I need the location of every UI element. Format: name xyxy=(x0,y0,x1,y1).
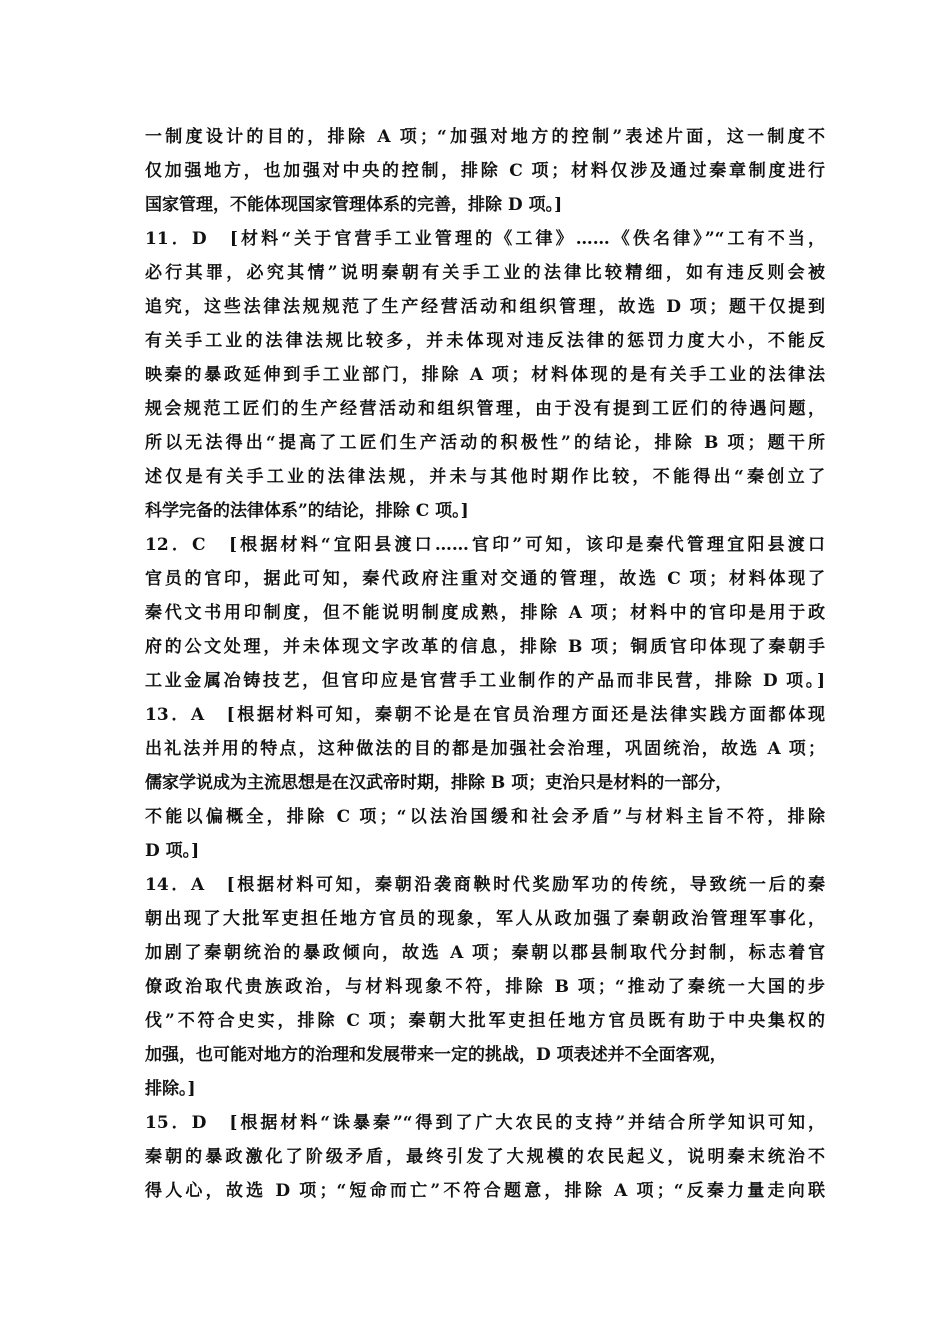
text-line: 述仅是有关手工业的法律法规，并未与其他时期作比较，不能得出“秦创立了 xyxy=(145,467,825,487)
answer-15-heading: 15．D [根据材料“诛暴秦”“得到了广大农民的支持”并结合所学知识可知， xyxy=(145,1113,825,1133)
text-line: 一制度设计的目的，排除 A 项；“加强对地方的控制”表述片面，这一制度不 xyxy=(145,127,825,147)
text-line: 秦代文书用印制度，但不能说明制度成熟，排除 A 项；材料中的官印是用于政 xyxy=(145,603,825,623)
text-line: 秦朝的暴政激化了阶级矛盾，最终引发了大规模的农民起义，说明秦末统治不 xyxy=(145,1147,825,1167)
answer-explanations xyxy=(145,120,825,1208)
text-line: 有关手工业的法律法规比较多，并未体现对违反法律的惩罚力度大小，不能反 xyxy=(145,331,825,351)
text-line: 科学完备的法律体系”的结论，排除 C 项。] xyxy=(145,501,469,521)
text-line: 加强，也可能对地方的治理和发展带来一定的挑战，D 项表述并不全面客观， xyxy=(145,1045,727,1065)
text-line: 仅加强地方，也加强对中央的控制，排除 C 项；材料仅涉及通过秦章制度进行 xyxy=(145,161,825,181)
text-line: 得人心，故选 D 项；“短命而亡”不符合题意，排除 A 项；“反秦力量走向联 xyxy=(145,1181,825,1201)
answer-14-heading: 14．A [根据材料可知，秦朝沿袭商鞅时代奖励军功的传统，导致统一后的秦 xyxy=(145,875,825,895)
answer-12-heading: 12．C [根据材料“宜阳县渡口……官印”可知，该印是秦代管理宜阳县渡口 xyxy=(145,535,825,555)
text-line: 必行其罪，必究其情”说明秦朝有关手工业的法律比较精细，如有违反则会被 xyxy=(145,263,825,283)
text-line: 伐”不符合史实，排除 C 项；秦朝大批军吏担任地方官员既有助于中央集权的 xyxy=(145,1011,825,1031)
text-line: 映秦的暴政延伸到手工业部门，排除 A 项；材料体现的是有关手工业的法律法 xyxy=(145,365,825,385)
text-line: 规会规范工匠们的生产经营活动和组织管理，由于没有提到工匠们的待遇问题， xyxy=(145,399,825,419)
answer-11-heading: 11．D [材料“关于官营手工业管理的《工律》……《佚名律》”“工有不当， xyxy=(145,229,825,249)
text-line: 府的公文处理，并未体现文字改革的信息，排除 B 项；铜质官印体现了秦朝手 xyxy=(145,637,825,657)
text-line: 追究，这些法律法规规范了生产经营活动和组织管理，故选 D 项；题干仅提到 xyxy=(145,297,825,317)
text-line: 所以无法得出“提高了工匠们生产活动的积极性”的结论，排除 B 项；题干所 xyxy=(145,433,825,453)
text-line: 工业金属冶铸技艺，但官印应是官营手工业制作的产品而非民营，排除 D 项。] xyxy=(145,671,825,691)
answer-13-heading: 13．A [根据材料可知，秦朝不论是在官员治理方面还是法律实践方面都体现 xyxy=(145,705,825,725)
text-line: 官员的官印，据此可知，秦代政府注重对交通的管理，故选 C 项；材料体现了 xyxy=(145,569,825,589)
text-line: 朝出现了大批军吏担任地方官员的现象，军人从政加强了秦朝政治管理军事化， xyxy=(145,909,825,929)
text-line: 僚政治取代贵族政治，与材料现象不符，排除 B 项；“推动了秦统一大国的步 xyxy=(145,977,825,997)
text-line: 加剧了秦朝统治的暴政倾向，故选 A 项；秦朝以郡县制取代分封制，标志着官 xyxy=(145,943,825,963)
text-line: 不能以偏概全，排除 C 项；“以法治国缓和社会矛盾”与材料主旨不符，排除 xyxy=(145,807,825,827)
text-line: 出礼法并用的特点，这种做法的目的都是加强社会治理，巩固统治，故选 A 项； xyxy=(145,739,825,759)
text-line: 儒家学说成为主流思想是在汉武帝时期，排除 B 项；吏治只是材料的一部分， xyxy=(145,773,733,793)
text-line: 排除。] xyxy=(145,1079,196,1099)
text-line: 国家管理，不能体现国家管理体系的完善，排除 D 项。] xyxy=(145,195,563,215)
text-line: D 项。] xyxy=(145,841,200,861)
